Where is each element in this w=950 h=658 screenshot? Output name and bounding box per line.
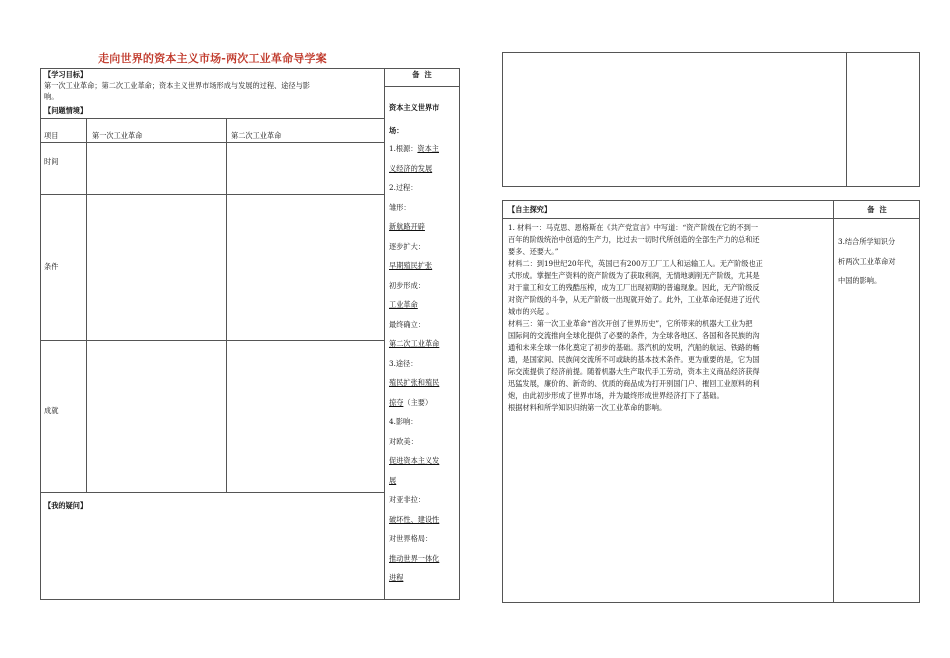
- table-row-conditions: 条件: [44, 262, 59, 271]
- notes-list: [389, 139, 459, 588]
- material-line: 际交流提供了经济前提。随着机器大生产取代手工劳动，资本主义商品经济获得: [508, 367, 760, 376]
- question-header: 【我的疑问】: [44, 501, 88, 510]
- explore-note-line: 中国的影响。: [838, 276, 882, 285]
- notes-header-rule: [384, 86, 460, 87]
- material-line: 对资产阶级的斗争，从无产阶级一出现就开始了。此外，工业革命还促进了近代: [508, 295, 760, 304]
- explore-header-rule: [502, 218, 920, 219]
- note-line: 破坏性、建设性: [389, 514, 440, 524]
- note-line: 对亚非拉：: [389, 495, 425, 504]
- note-line: 推动世界一体化: [389, 553, 440, 563]
- note-line: 3.途径：: [389, 358, 418, 368]
- note-line: 工业革命: [389, 300, 418, 309]
- note-line: 第二次工业革命: [389, 339, 440, 348]
- goal-header: 【学习目标】: [44, 70, 88, 79]
- material-line: 城市的兴起 。: [508, 307, 554, 316]
- note-line: 展: [389, 475, 397, 485]
- material-line: 根据材料和所学知识归纳第一次工业革命的影响。: [508, 403, 667, 412]
- material-line: 迅猛发展，廉价的、新奇的、优质的商品成为打开别国门户、摧回工业原料的利: [508, 379, 760, 388]
- page-title: 走向世界的资本主义市场-两次工业革命导学案: [98, 52, 327, 65]
- explore-header: 【自主探究】: [508, 205, 552, 214]
- table-header-second-revolution: 第二次工业革命: [231, 131, 282, 140]
- blank-box-divider: [846, 52, 847, 187]
- comparison-table: [40, 118, 384, 492]
- note-line: 雏形：: [389, 202, 411, 212]
- problem-header: 【问题情境】: [44, 106, 88, 115]
- notes-divider: [384, 68, 385, 600]
- table-header-first-revolution: 第一次工业革命: [92, 131, 143, 140]
- table-header-item: 项目: [44, 131, 59, 140]
- notes-heading: 资本主义世界市: [389, 103, 440, 112]
- note-line: 早期殖民扩张: [389, 261, 433, 270]
- material-line: 材料三：第一次工业革命“首次开创了世界历史”，它所带来的机器大工业为把: [508, 319, 753, 328]
- table-row-time: 时间: [44, 157, 59, 166]
- notes-heading-cont: 场：: [389, 126, 404, 135]
- notes-header: 备 注: [412, 70, 432, 79]
- material-line: 式形成。掌握生产资料的资产阶级为了获取利润，无情地剥削无产阶级，尤其是: [508, 271, 760, 280]
- table-row-achievements: 成就: [44, 406, 59, 415]
- material-line: 百年的阶级统治中创造的生产力，比过去一切时代所创造的全部生产力的总和还: [508, 235, 760, 244]
- note-line: 义经济的发展: [389, 163, 433, 173]
- material-line: 对于童工和女工的残酷压榨，成为工厂出现初期的普遍现象。因此，无产阶级反: [508, 283, 760, 292]
- note-line: 1.根源：资本主: [389, 144, 439, 153]
- explore-notes-divider: [833, 200, 834, 603]
- note-line: 进程: [389, 573, 404, 582]
- note-line: 对欧美：: [389, 436, 418, 446]
- goal-text-cont: 响。: [44, 92, 59, 101]
- note-line: 殖民扩张和殖民: [389, 378, 440, 387]
- explore-note-line: 析两次工业革命对: [838, 256, 896, 266]
- goal-text: 第一次工业革命；第二次工业革命；资本主义世界市场形成与发展的过程、途径与影: [44, 81, 310, 90]
- material-line: 材料二：到19世纪20年代，英国已有200万工厂工人和运输工人。无产阶级也正: [508, 259, 763, 268]
- materials-text: [508, 222, 830, 414]
- material-line: 要多、还要大。”: [508, 247, 559, 256]
- material-line: 国际间的交流推向全球化提供了必要的条件，为全球各地区、各国和各民族的沟: [508, 331, 760, 340]
- note-line: 最终确立：: [389, 319, 425, 329]
- material-line: 通，是国家间、民族间交流所不可或缺的基本技术条件。更为重要的是，它为国: [508, 355, 760, 364]
- note-line: 逐步扩大：: [389, 241, 425, 251]
- material-line: 通和未来全球一体化奠定了初步的基础。蒸汽机的发明，汽船的航运、铁路的畅: [508, 343, 760, 352]
- note-line: 新航路开辟: [389, 222, 425, 231]
- note-line: 促进资本主义发: [389, 456, 440, 465]
- note-line: 掠夺（主要）: [389, 397, 433, 407]
- note-line: 对世界格局：: [389, 534, 433, 543]
- explore-notes: [838, 232, 918, 291]
- note-line: 4.影响：: [389, 417, 418, 426]
- explore-notes-header: 备 注: [867, 205, 887, 214]
- explore-note-line: 3.结合所学知识分: [838, 237, 896, 246]
- blank-answer-box: [502, 52, 920, 187]
- material-line: 炮，由此初步形成了世界市场，并为最终形成世界经济打下了基础。: [508, 391, 724, 400]
- note-line: 2.过程：: [389, 183, 418, 192]
- note-line: 初步形成：: [389, 280, 425, 290]
- material-line: 1. 材料一：马克思、恩格斯在《共产党宣言》中写道：“资产阶级在它的不到一: [508, 223, 759, 232]
